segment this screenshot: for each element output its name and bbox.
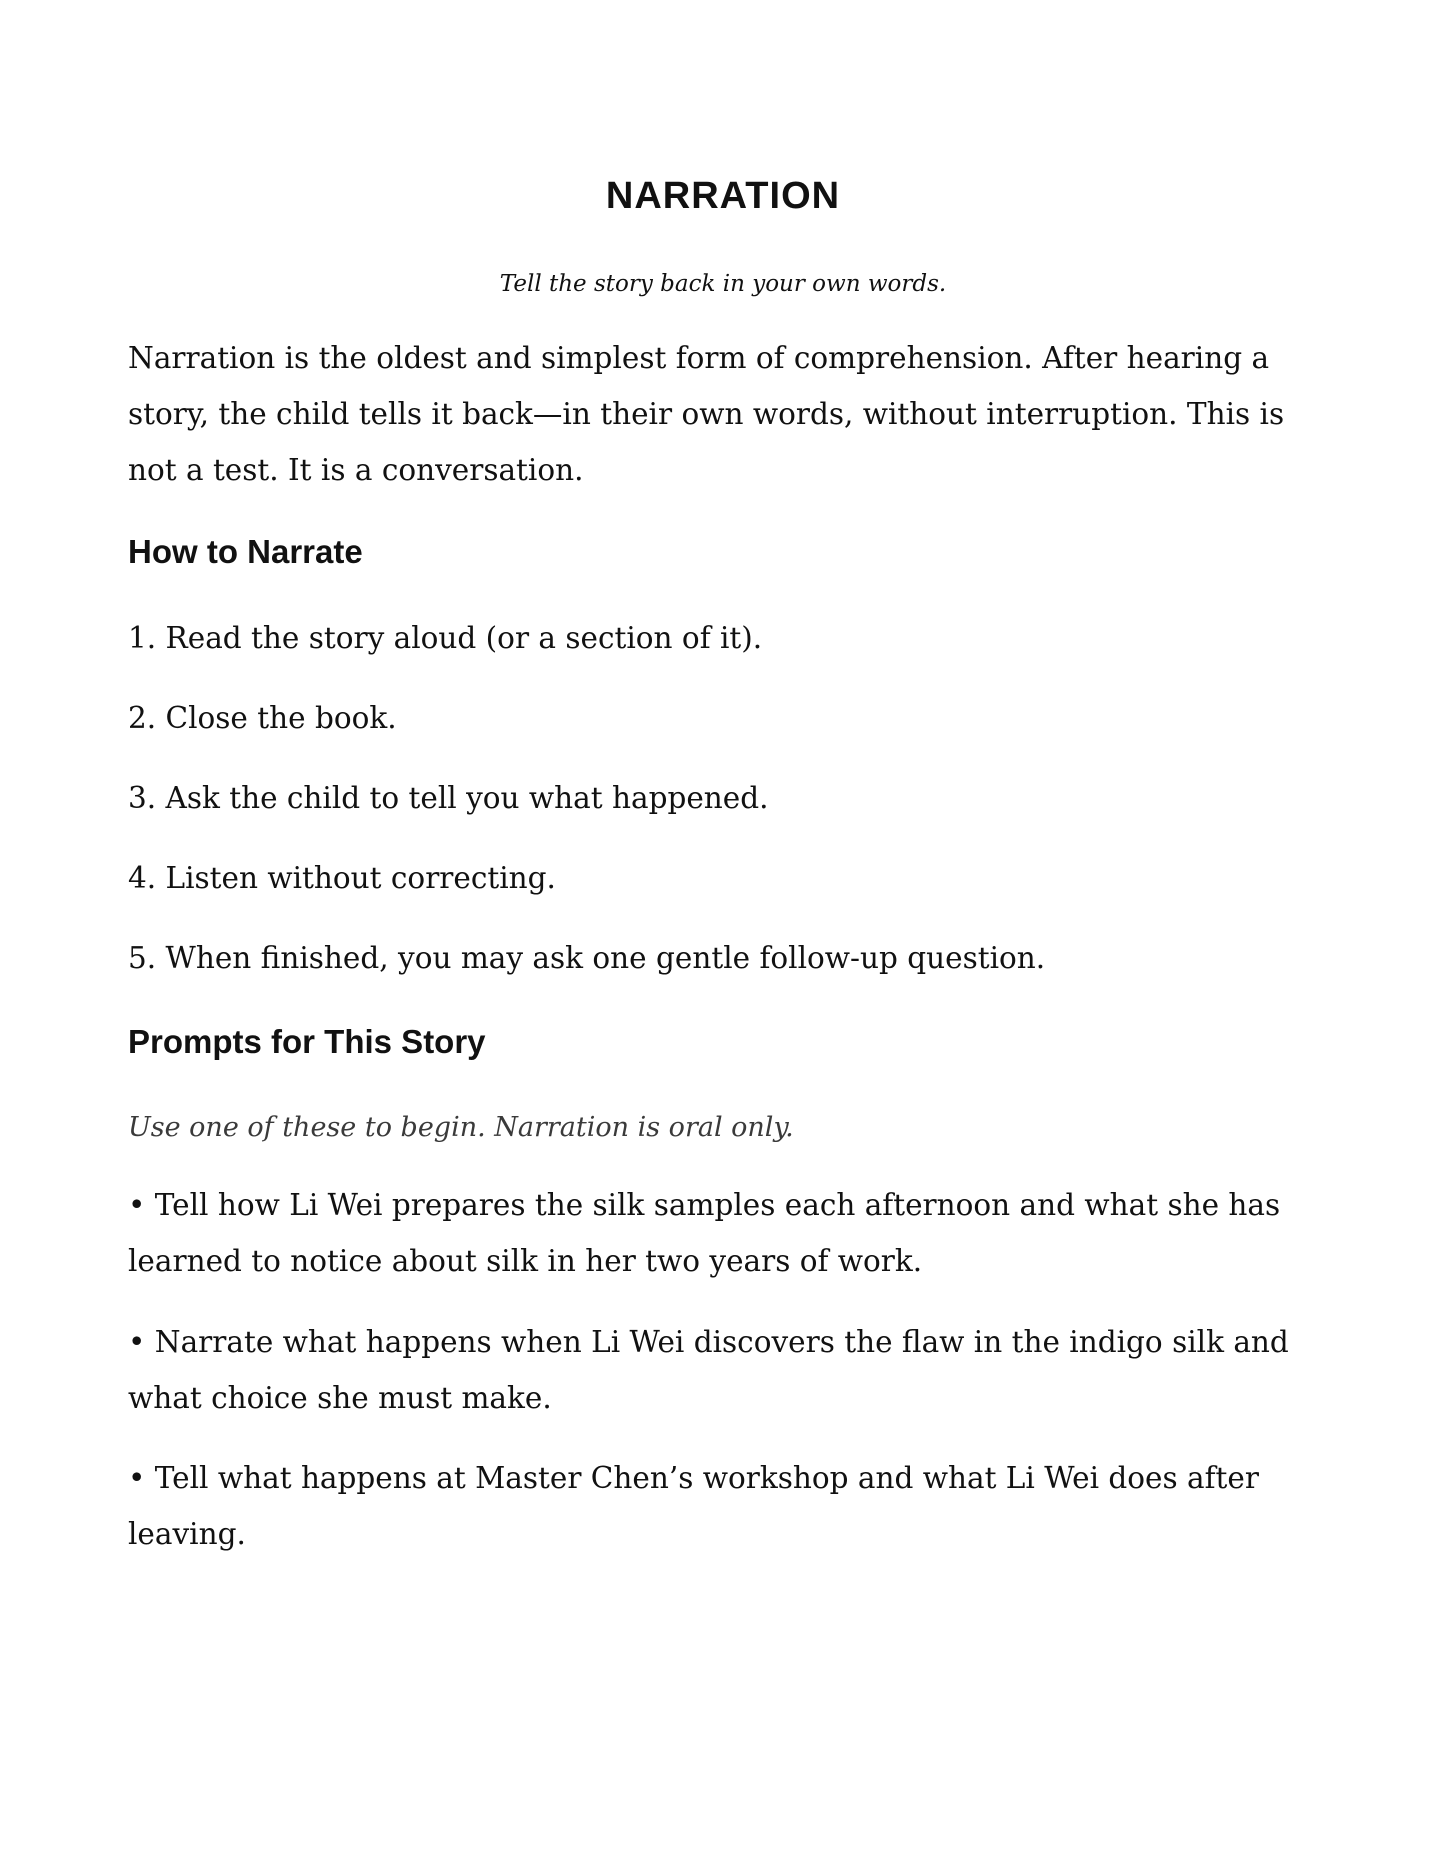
prompt-item: • Tell what happens at Master Chen’s workshop and what Li Wei does after leaving. xyxy=(128,1461,1259,1551)
prompt-item: • Tell how Li Wei prepares the silk samples each afternoon and what she has learned to notice about silk in her two years of work. xyxy=(128,1188,1281,1278)
prompts-note: Use one of these to begin. Narration is oral only. xyxy=(128,1112,794,1143)
document-page xyxy=(128,0,1318,1870)
intro-paragraph: Narration is the oldest and simplest form of comprehension. After hearing a story, the child tells it back—in their own words, without interruption. This is not a test. It is a conversation. xyxy=(128,341,1285,487)
step-item: 5. When finished, you may ask one gentle follow-up question. xyxy=(128,941,1046,975)
prompts-heading: Prompts for This Story xyxy=(128,1023,486,1060)
how-to-narrate-heading: How to Narrate xyxy=(128,533,363,570)
page-subtitle: Tell the story back in your own words. xyxy=(499,271,947,297)
page-title: NARRATION xyxy=(605,175,841,217)
step-item: 4. Listen without correcting. xyxy=(128,861,556,895)
prompt-item: • Narrate what happens when Li Wei discovers the flaw in the indigo silk and what choice she must make. xyxy=(128,1325,1289,1415)
step-item: 2. Close the book. xyxy=(128,701,397,735)
step-item: 1. Read the story aloud (or a section of it). xyxy=(128,621,763,655)
step-item: 3. Ask the child to tell you what happened. xyxy=(128,781,769,815)
